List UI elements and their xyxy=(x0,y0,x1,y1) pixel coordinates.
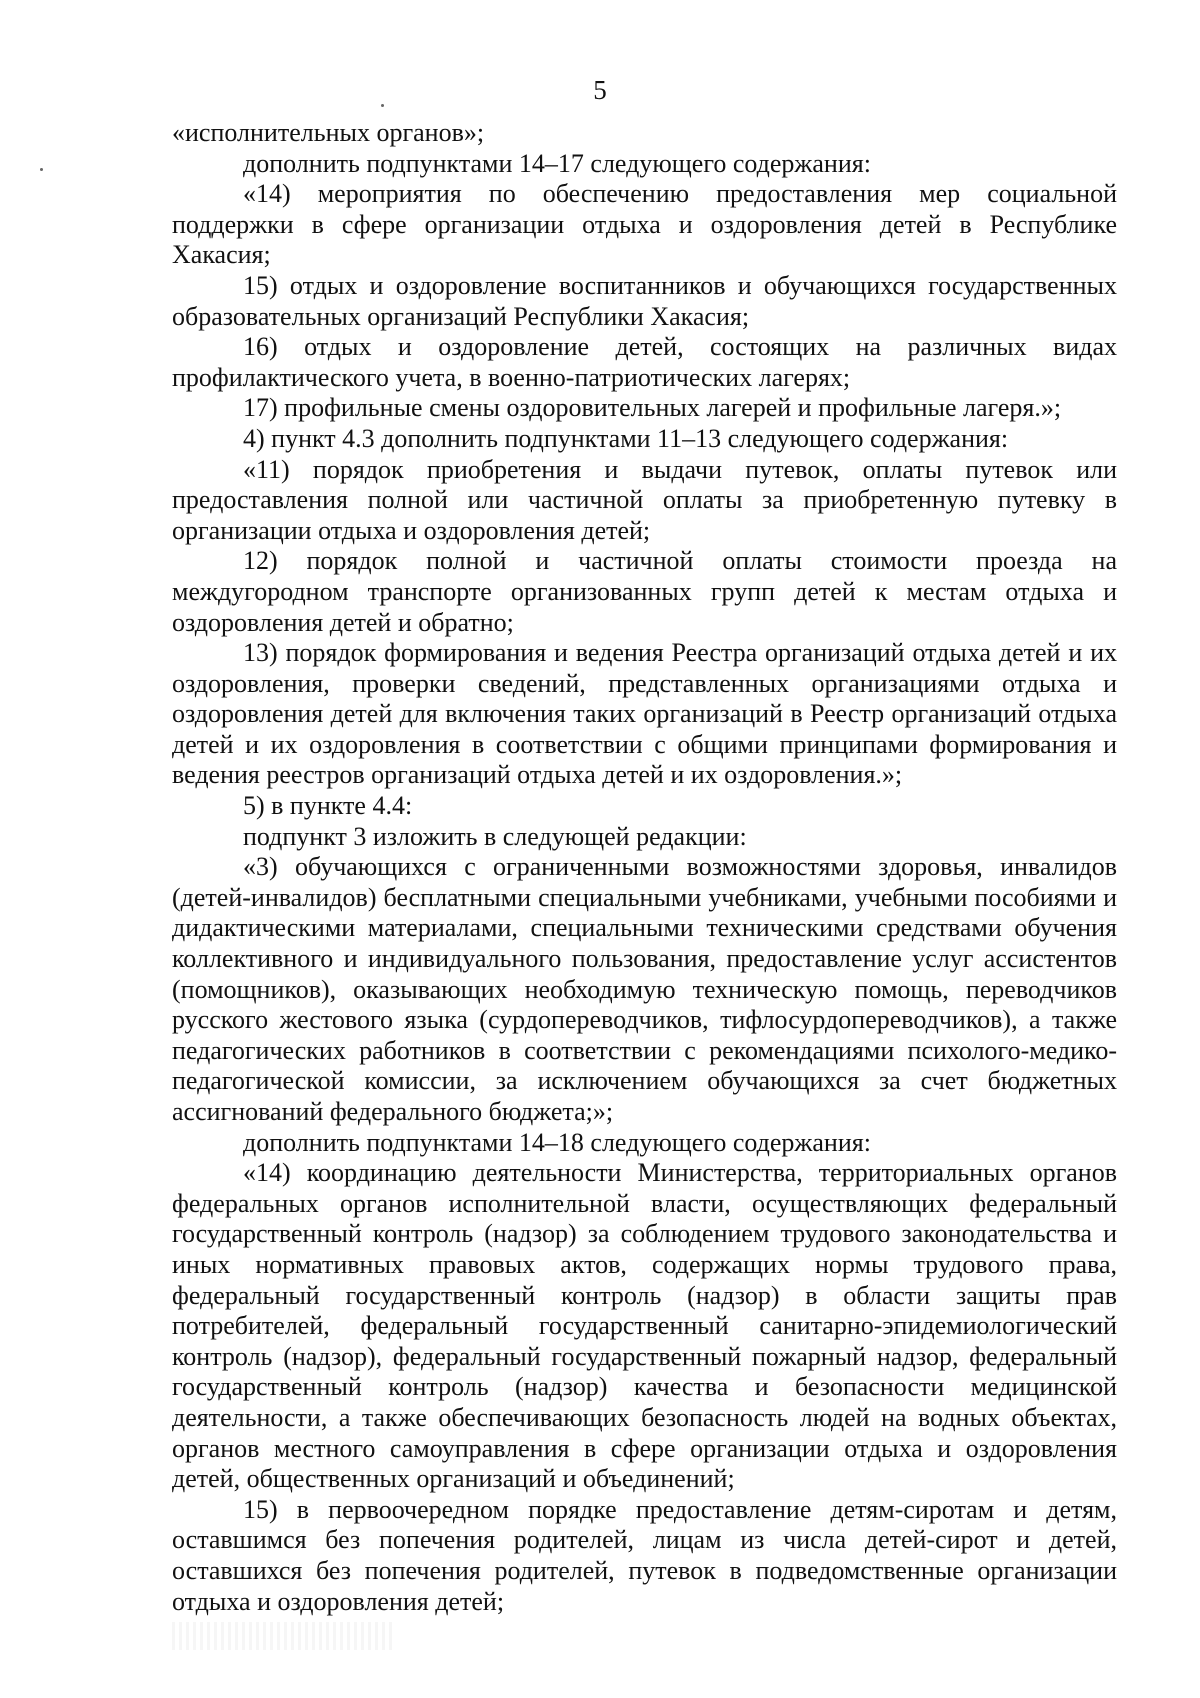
paragraph: 13) порядок формирования и ведения Реестра организаций отдыха детей и их оздоровления, проверки сведений, представленных организациями отдыха и оздоровления детей для включения таких организаций в Реестр организаций отдыха детей и их оздоровления в соответствии с общими принципами формирования и ведения реестров организаций отдыха детей и их оздоровления.»; xyxy=(172,638,1117,790)
paragraph: «11) порядок приобретения и выдачи путевок, оплаты путевок или предоставления полной или частичной оплаты за приобретенную путевку в организации отдыха и оздоровления детей; xyxy=(172,454,1117,545)
paragraph: «3) обучающихся с ограниченными возможностями здоровья, инвалидов (детей-инвалидов) бесплатными специальными учебниками, учебными пособиями и дидактическими материалами, специальными техническими средствами обучения коллективного и индивидуального пользования, предоставление услуг ассистентов (помощников), оказывающих необходимую техническую помощь, переводчиков русского жестового языка (сурдопереводчиков, тифлосурдопереводчиков), а также педагогических работников в соответствии с рекомендациями психолого-медико-педагогической комиссии, за исключением обучающихся за счет бюджетных ассигнований федерального бюджета;»; xyxy=(172,852,1117,1126)
paragraph: «14) координацию деятельности Министерства, территориальных органов федеральных органов исполнительной власти, осуществляющих федеральный государственный контроль (надзор) за соблюдением трудового законодательства и иных нормативных правовых актов, содержащих нормы трудового права, федеральный государственный контроль (надзор) в области защиты прав потребителей, федеральный государственный санитарно-эпидемиологический контроль (надзор), федеральный государственный пожарный надзор, федеральный государственный контроль (надзор) качества и безопасности медицинской деятельности, а также обеспечивающих безопасность людей на водных объектах, органов местного самоуправления в сфере организации отдыха и оздоровления детей, общественных организаций и объединений; xyxy=(172,1158,1117,1494)
paragraph: 15) отдых и оздоровление воспитанников и обучающихся государственных образовательных организаций Республики Хакасия; xyxy=(172,270,1117,331)
paragraph: подпункт 3 изложить в следующей редакции: xyxy=(243,821,747,851)
scan-dot xyxy=(381,104,384,107)
paragraph: «исполнительных органов»; xyxy=(172,118,485,147)
paragraph: 16) отдых и оздоровление детей, состоящих на различных видах профилактического учета, в военно-патриотических лагерях; xyxy=(172,332,1117,392)
paragraph: 5) в пункте 4.4: xyxy=(243,791,413,821)
paragraph: 4) пункт 4.3 дополнить подпунктами 11–13 следующего содержания: xyxy=(243,423,1009,453)
paragraph: «14) мероприятия по обеспечению предоставления мер социальной поддержки в сфере организации отдыха и оздоровления детей в Республике Хакасия; xyxy=(172,179,1117,270)
page-number: 5 xyxy=(593,75,607,105)
paragraph: 17) профильные смены оздоровительных лагерей и профильные лагеря.»; xyxy=(243,393,1062,423)
scan-artifact xyxy=(172,1622,392,1650)
scan-dot xyxy=(40,168,43,171)
paragraph: дополнить подпунктами 14–17 следующего содержания: xyxy=(243,148,871,178)
paragraph: 12) порядок полной и частичной оплаты стоимости проезда на междугородном транспорте организованных групп детей к местам отдыха и оздоровления детей и обратно; xyxy=(172,546,1117,637)
paragraph: 15) в первоочередном порядке предоставление детям-сиротам и детям, оставшимся без попечения родителей, лицам из числа детей-сирот и детей, оставшихся без попечения родителей, путевок в подведомственные организации отдыха и оздоровления детей; xyxy=(172,1494,1117,1616)
paragraph: дополнить подпунктами 14–18 следующего содержания: xyxy=(243,1127,871,1157)
document-body xyxy=(172,118,1117,1617)
